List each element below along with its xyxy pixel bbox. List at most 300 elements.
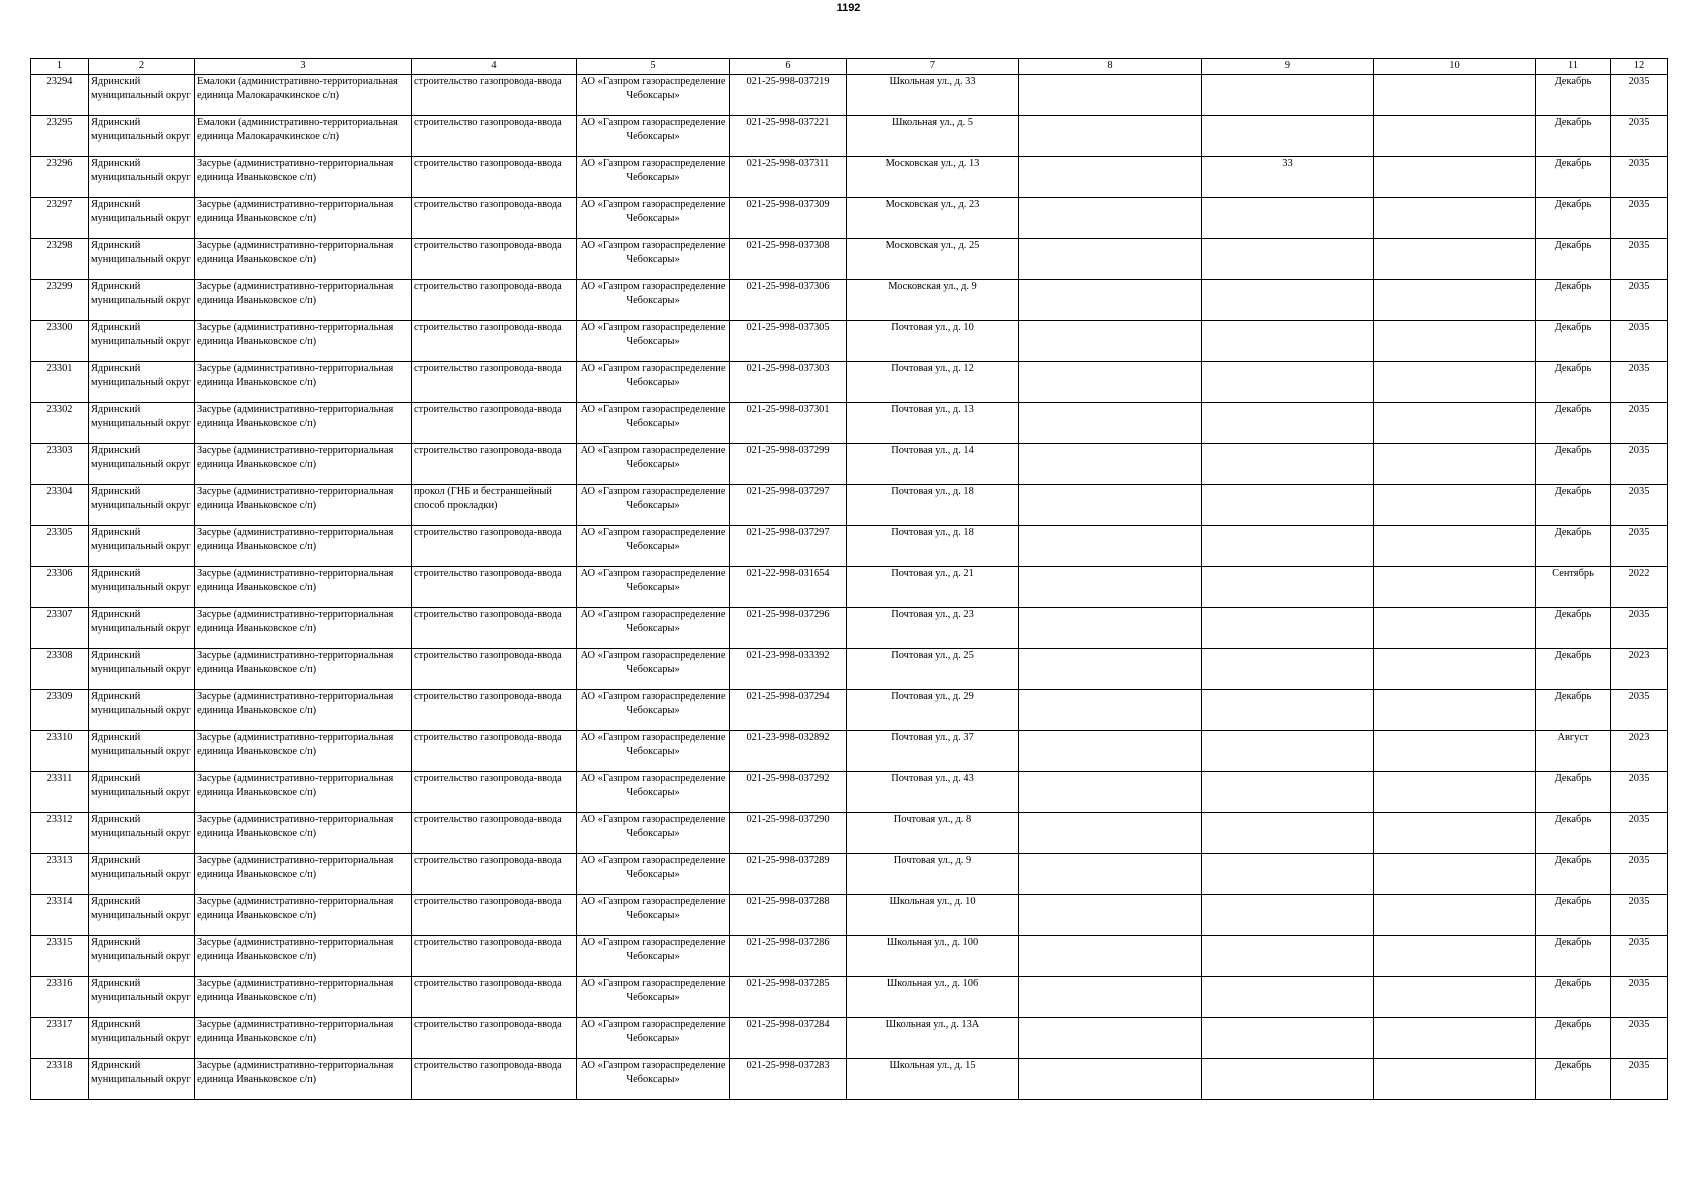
cell-text: Почтовая ул., д. 18: [891, 486, 974, 497]
cell-text: АО «Газпром газораспределение Чебоксары»: [580, 404, 726, 429]
cell-col-11: [1536, 649, 1611, 690]
cell-text: Декабрь: [1554, 691, 1592, 702]
cell-col-11: [1536, 772, 1611, 813]
cell-text: Засурье (административно-территориальная единица Иваньковское с/п): [197, 691, 394, 716]
cell-col-11: [1536, 280, 1611, 321]
cell-col-10: [1374, 936, 1536, 977]
cell-text: 021-23-998-032892: [746, 732, 830, 743]
cell-col-7: [847, 75, 1019, 116]
cell-text: Декабрь: [1554, 445, 1592, 456]
cell-text: строительство газопровода-ввода: [414, 404, 562, 415]
cell-col-8: [1019, 75, 1202, 116]
cell-text: Засурье (административно-территориальная единица Иваньковское с/п): [197, 732, 394, 757]
column-header-2: 2: [89, 59, 195, 75]
cell-text: 021-25-998-037306: [746, 281, 830, 292]
cell-col-10: [1374, 1018, 1536, 1059]
cell-text: Почтовая ул., д. 12: [891, 363, 974, 374]
cell-col-10: [1374, 854, 1536, 895]
cell-col-6: [730, 116, 847, 157]
cell-text: Засурье (административно-территориальная единица Иваньковское с/п): [197, 322, 394, 347]
cell-col-8: [1019, 731, 1202, 772]
cell-col-4: [412, 198, 577, 239]
cell-text: 021-25-998-037301: [746, 404, 830, 415]
cell-text: Декабрь: [1554, 158, 1592, 169]
cell-text: Засурье (административно-территориальная единица Иваньковское с/п): [197, 855, 394, 880]
cell-text: 021-23-998-033392: [746, 650, 830, 661]
cell-text: строительство газопровода-ввода: [414, 978, 562, 989]
cell-col-1: [31, 444, 89, 485]
cell-text: строительство газопровода-ввода: [414, 1060, 562, 1071]
cell-text: Емалоки (административно-территориальная единица Малокарачкинское с/п): [197, 117, 398, 142]
cell-col-12: [1611, 239, 1668, 280]
cell-col-6: [730, 321, 847, 362]
cell-col-2: [89, 485, 195, 526]
cell-col-3: [195, 526, 412, 567]
cell-col-12: [1611, 690, 1668, 731]
table-row: [31, 977, 1668, 1018]
cell-col-9: [1202, 977, 1374, 1018]
table-row: [31, 936, 1668, 977]
cell-col-3: [195, 75, 412, 116]
cell-text: Засурье (административно-территориальная единица Иваньковское с/п): [197, 978, 394, 1003]
cell-text: Ядринский муниципальный округ: [91, 199, 191, 224]
cell-text: АО «Газпром газораспределение Чебоксары»: [580, 76, 726, 101]
cell-col-1: [31, 116, 89, 157]
cell-col-7: [847, 854, 1019, 895]
cell-col-9: [1202, 1018, 1374, 1059]
cell-col-10: [1374, 321, 1536, 362]
column-header-4: 4: [412, 59, 577, 75]
cell-text: Емалоки (административно-территориальная единица Малокарачкинское с/п): [197, 76, 398, 101]
cell-text: 23299: [46, 281, 73, 292]
cell-col-1: [31, 608, 89, 649]
cell-col-9: [1202, 1059, 1374, 1100]
cell-text: 23315: [46, 937, 73, 948]
cell-text: 23308: [46, 650, 73, 661]
cell-col-6: [730, 731, 847, 772]
cell-col-9: [1202, 649, 1374, 690]
cell-col-5: [577, 854, 730, 895]
cell-col-12: [1611, 977, 1668, 1018]
cell-col-12: [1611, 772, 1668, 813]
cell-col-12: [1611, 444, 1668, 485]
cell-col-7: [847, 485, 1019, 526]
cell-col-12: [1611, 649, 1668, 690]
cell-col-10: [1374, 403, 1536, 444]
cell-col-1: [31, 485, 89, 526]
cell-text: 23310: [46, 732, 73, 743]
cell-text: Декабрь: [1554, 199, 1592, 210]
cell-col-3: [195, 649, 412, 690]
cell-col-1: [31, 1018, 89, 1059]
cell-col-6: [730, 690, 847, 731]
cell-col-9: [1202, 813, 1374, 854]
cell-col-11: [1536, 567, 1611, 608]
cell-col-7: [847, 321, 1019, 362]
cell-col-12: [1611, 526, 1668, 567]
cell-text: 2035: [1628, 1019, 1650, 1030]
cell-col-8: [1019, 567, 1202, 608]
cell-col-12: [1611, 362, 1668, 403]
cell-col-7: [847, 813, 1019, 854]
cell-col-5: [577, 239, 730, 280]
cell-text: 23301: [46, 363, 73, 374]
cell-col-5: [577, 403, 730, 444]
cell-text: Почтовая ул., д. 8: [893, 814, 972, 825]
cell-text: Почтовая ул., д. 29: [891, 691, 974, 702]
cell-col-7: [847, 280, 1019, 321]
column-header-8: 8: [1019, 59, 1202, 75]
cell-col-7: [847, 936, 1019, 977]
cell-text: Декабрь: [1554, 527, 1592, 538]
cell-col-1: [31, 731, 89, 772]
cell-text: прокол (ГНБ и бестраншейный способ прокладки): [414, 486, 552, 511]
cell-col-2: [89, 403, 195, 444]
cell-col-3: [195, 321, 412, 362]
cell-text: Почтовая ул., д. 13: [891, 404, 974, 415]
cell-text: Ядринский муниципальный округ: [91, 445, 191, 470]
cell-col-2: [89, 75, 195, 116]
table-row: [31, 239, 1668, 280]
cell-col-8: [1019, 157, 1202, 198]
cell-col-9: [1202, 772, 1374, 813]
header-row: [31, 59, 1668, 75]
cell-text: строительство газопровода-ввода: [414, 732, 562, 743]
cell-text: Декабрь: [1554, 322, 1592, 333]
cell-col-1: [31, 936, 89, 977]
cell-text: 23314: [46, 896, 73, 907]
cell-col-10: [1374, 813, 1536, 854]
cell-col-2: [89, 977, 195, 1018]
cell-col-8: [1019, 936, 1202, 977]
cell-text: Засурье (административно-территориальная единица Иваньковское с/п): [197, 158, 394, 183]
cell-text: Ядринский муниципальный округ: [91, 404, 191, 429]
cell-text: 2035: [1628, 76, 1650, 87]
cell-text: Засурье (административно-территориальная единица Иваньковское с/п): [197, 527, 394, 552]
cell-col-1: [31, 1059, 89, 1100]
cell-col-3: [195, 690, 412, 731]
cell-text: Ядринский муниципальный округ: [91, 937, 191, 962]
cell-text: Засурье (административно-территориальная единица Иваньковское с/п): [197, 281, 394, 306]
cell-col-10: [1374, 649, 1536, 690]
cell-col-4: [412, 936, 577, 977]
column-header-9: 9: [1202, 59, 1374, 75]
cell-col-2: [89, 444, 195, 485]
cell-col-4: [412, 116, 577, 157]
cell-text: 33: [1282, 158, 1293, 169]
cell-text: 23294: [46, 76, 73, 87]
cell-col-2: [89, 321, 195, 362]
cell-text: 23300: [46, 322, 73, 333]
table-row: [31, 649, 1668, 690]
cell-text: Засурье (административно-территориальная единица Иваньковское с/п): [197, 609, 394, 634]
cell-text: 021-25-998-037284: [746, 1019, 830, 1030]
table-row: [31, 1018, 1668, 1059]
page-number: 1192: [836, 2, 861, 14]
cell-col-8: [1019, 444, 1202, 485]
cell-col-4: [412, 977, 577, 1018]
cell-col-10: [1374, 280, 1536, 321]
cell-text: Август: [1557, 732, 1589, 743]
cell-col-11: [1536, 526, 1611, 567]
cell-col-2: [89, 813, 195, 854]
cell-text: 2035: [1628, 814, 1650, 825]
cell-text: 23318: [46, 1060, 73, 1071]
cell-text: 23295: [46, 117, 73, 128]
cell-col-9: [1202, 239, 1374, 280]
cell-col-5: [577, 895, 730, 936]
cell-text: АО «Газпром газораспределение Чебоксары»: [580, 732, 726, 757]
cell-text: Школьная ул., д. 5: [892, 117, 973, 128]
cell-col-7: [847, 198, 1019, 239]
cell-text: 2035: [1628, 117, 1650, 128]
cell-col-6: [730, 772, 847, 813]
cell-text: 23312: [46, 814, 73, 825]
cell-text: АО «Газпром газораспределение Чебоксары»: [580, 978, 726, 1003]
cell-text: 23313: [46, 855, 73, 866]
cell-text: Засурье (административно-территориальная единица Иваньковское с/п): [197, 814, 394, 839]
cell-text: АО «Газпром газораспределение Чебоксары»: [580, 281, 726, 306]
cell-col-4: [412, 444, 577, 485]
cell-text: Ядринский муниципальный округ: [91, 978, 191, 1003]
cell-text: Ядринский муниципальный округ: [91, 568, 191, 593]
cell-col-5: [577, 526, 730, 567]
cell-col-11: [1536, 444, 1611, 485]
cell-text: Школьная ул., д. 33: [889, 76, 976, 87]
cell-text: Ядринский муниципальный округ: [91, 855, 191, 880]
table-row: [31, 116, 1668, 157]
cell-col-9: [1202, 485, 1374, 526]
cell-text: Декабрь: [1554, 1019, 1592, 1030]
cell-text: Засурье (административно-территориальная единица Иваньковское с/п): [197, 199, 394, 224]
cell-col-11: [1536, 731, 1611, 772]
cell-text: Почтовая ул., д. 21: [891, 568, 974, 579]
cell-col-6: [730, 608, 847, 649]
cell-col-6: [730, 977, 847, 1018]
cell-col-2: [89, 608, 195, 649]
cell-col-10: [1374, 1059, 1536, 1100]
cell-text: АО «Газпром газораспределение Чебоксары»: [580, 486, 726, 511]
cell-col-7: [847, 731, 1019, 772]
cell-col-9: [1202, 75, 1374, 116]
cell-col-11: [1536, 157, 1611, 198]
cell-col-4: [412, 895, 577, 936]
cell-text: Засурье (административно-территориальная единица Иваньковское с/п): [197, 568, 394, 593]
cell-text: Ядринский муниципальный округ: [91, 691, 191, 716]
cell-text: Сентябрь: [1552, 568, 1594, 579]
cell-col-3: [195, 608, 412, 649]
cell-col-10: [1374, 690, 1536, 731]
cell-col-10: [1374, 116, 1536, 157]
cell-col-6: [730, 1018, 847, 1059]
cell-col-10: [1374, 239, 1536, 280]
cell-text: Ядринский муниципальный округ: [91, 117, 191, 142]
cell-text: Декабрь: [1554, 896, 1592, 907]
table-row: [31, 75, 1668, 116]
cell-col-11: [1536, 321, 1611, 362]
cell-text: 2035: [1628, 773, 1650, 784]
cell-col-7: [847, 526, 1019, 567]
cell-text: 2035: [1628, 199, 1650, 210]
cell-col-6: [730, 239, 847, 280]
cell-col-8: [1019, 813, 1202, 854]
cell-text: 021-25-998-037308: [746, 240, 830, 251]
cell-col-7: [847, 1018, 1019, 1059]
cell-text: Декабрь: [1554, 773, 1592, 784]
cell-text: 021-25-998-037296: [746, 609, 830, 620]
cell-col-2: [89, 1018, 195, 1059]
cell-text: строительство газопровода-ввода: [414, 281, 562, 292]
cell-col-4: [412, 321, 577, 362]
cell-text: Засурье (административно-территориальная единица Иваньковское с/п): [197, 937, 394, 962]
cell-col-4: [412, 403, 577, 444]
cell-col-4: [412, 649, 577, 690]
cell-text: 021-25-998-037290: [746, 814, 830, 825]
cell-col-5: [577, 157, 730, 198]
cell-col-4: [412, 690, 577, 731]
cell-text: Засурье (административно-территориальная единица Иваньковское с/п): [197, 363, 394, 388]
cell-col-7: [847, 157, 1019, 198]
cell-col-5: [577, 75, 730, 116]
cell-text: 021-25-998-037297: [746, 527, 830, 538]
cell-text: 23316: [46, 978, 73, 989]
cell-col-4: [412, 485, 577, 526]
cell-col-8: [1019, 649, 1202, 690]
cell-col-3: [195, 485, 412, 526]
cell-col-9: [1202, 116, 1374, 157]
cell-text: АО «Газпром газораспределение Чебоксары»: [580, 1019, 726, 1044]
cell-text: 021-25-998-037219: [746, 76, 830, 87]
cell-col-2: [89, 772, 195, 813]
cell-col-4: [412, 75, 577, 116]
cell-col-7: [847, 403, 1019, 444]
cell-text: 021-25-998-037299: [746, 445, 830, 456]
column-header-7: 7: [847, 59, 1019, 75]
cell-col-6: [730, 526, 847, 567]
cell-col-3: [195, 854, 412, 895]
cell-col-5: [577, 280, 730, 321]
cell-col-9: [1202, 321, 1374, 362]
register-table: [30, 58, 1668, 1100]
cell-col-10: [1374, 977, 1536, 1018]
cell-text: строительство газопровода-ввода: [414, 773, 562, 784]
cell-text: Ядринский муниципальный округ: [91, 322, 191, 347]
cell-text: Ядринский муниципальный округ: [91, 240, 191, 265]
table-row: [31, 362, 1668, 403]
cell-col-10: [1374, 526, 1536, 567]
cell-col-12: [1611, 813, 1668, 854]
cell-col-11: [1536, 690, 1611, 731]
cell-col-8: [1019, 239, 1202, 280]
cell-text: Засурье (административно-территориальная единица Иваньковское с/п): [197, 240, 394, 265]
table-header: [31, 59, 1668, 75]
cell-text: АО «Газпром газораспределение Чебоксары»: [580, 322, 726, 347]
cell-col-7: [847, 895, 1019, 936]
cell-col-3: [195, 977, 412, 1018]
cell-text: АО «Газпром газораспределение Чебоксары»: [580, 158, 726, 183]
cell-col-4: [412, 813, 577, 854]
column-header-10: 10: [1374, 59, 1536, 75]
cell-col-9: [1202, 362, 1374, 403]
cell-col-6: [730, 1059, 847, 1100]
cell-text: 2035: [1628, 240, 1650, 251]
cell-col-5: [577, 567, 730, 608]
cell-text: Декабрь: [1554, 1060, 1592, 1071]
cell-text: строительство газопровода-ввода: [414, 322, 562, 333]
cell-text: Школьная ул., д. 10: [889, 896, 976, 907]
table-row: [31, 731, 1668, 772]
cell-col-7: [847, 608, 1019, 649]
cell-col-3: [195, 444, 412, 485]
cell-col-3: [195, 157, 412, 198]
cell-col-11: [1536, 1018, 1611, 1059]
cell-col-11: [1536, 116, 1611, 157]
cell-col-12: [1611, 608, 1668, 649]
cell-text: 2035: [1628, 404, 1650, 415]
cell-col-6: [730, 895, 847, 936]
cell-text: АО «Газпром газораспределение Чебоксары»: [580, 814, 726, 839]
cell-text: Ядринский муниципальный округ: [91, 1060, 191, 1085]
cell-col-6: [730, 813, 847, 854]
cell-text: АО «Газпром газораспределение Чебоксары»: [580, 568, 726, 593]
cell-text: строительство газопровода-ввода: [414, 691, 562, 702]
cell-col-4: [412, 157, 577, 198]
cell-text: Декабрь: [1554, 609, 1592, 620]
cell-text: 021-25-998-037289: [746, 855, 830, 866]
cell-text: АО «Газпром газораспределение Чебоксары»: [580, 896, 726, 921]
cell-text: Декабрь: [1554, 281, 1592, 292]
cell-col-6: [730, 157, 847, 198]
cell-text: Засурье (административно-территориальная единица Иваньковское с/п): [197, 650, 394, 675]
cell-text: Ядринский муниципальный округ: [91, 281, 191, 306]
cell-text: 2035: [1628, 978, 1650, 989]
cell-text: 021-25-998-037288: [746, 896, 830, 907]
cell-text: Ядринский муниципальный округ: [91, 527, 191, 552]
cell-col-5: [577, 813, 730, 854]
cell-text: строительство газопровода-ввода: [414, 1019, 562, 1030]
cell-text: АО «Газпром газораспределение Чебоксары»: [580, 199, 726, 224]
cell-col-12: [1611, 485, 1668, 526]
cell-col-9: [1202, 690, 1374, 731]
cell-col-7: [847, 690, 1019, 731]
cell-col-11: [1536, 485, 1611, 526]
cell-text: Ядринский муниципальный округ: [91, 76, 191, 101]
table-row: [31, 813, 1668, 854]
cell-text: 2023: [1628, 650, 1650, 661]
cell-text: Почтовая ул., д. 18: [891, 527, 974, 538]
cell-col-8: [1019, 403, 1202, 444]
cell-col-11: [1536, 895, 1611, 936]
table-row: [31, 608, 1668, 649]
cell-col-2: [89, 895, 195, 936]
cell-text: 021-25-998-037292: [746, 773, 830, 784]
cell-col-6: [730, 649, 847, 690]
cell-col-6: [730, 485, 847, 526]
column-header-12: 12: [1611, 59, 1668, 75]
cell-text: 2035: [1628, 363, 1650, 374]
table-row: [31, 321, 1668, 362]
cell-col-10: [1374, 895, 1536, 936]
cell-text: АО «Газпром газораспределение Чебоксары»: [580, 363, 726, 388]
cell-col-11: [1536, 198, 1611, 239]
cell-col-1: [31, 813, 89, 854]
cell-col-1: [31, 321, 89, 362]
cell-text: Засурье (административно-территориальная единица Иваньковское с/п): [197, 445, 394, 470]
cell-col-6: [730, 362, 847, 403]
cell-text: Московская ул., д. 9: [888, 281, 977, 292]
cell-col-12: [1611, 280, 1668, 321]
cell-col-10: [1374, 567, 1536, 608]
